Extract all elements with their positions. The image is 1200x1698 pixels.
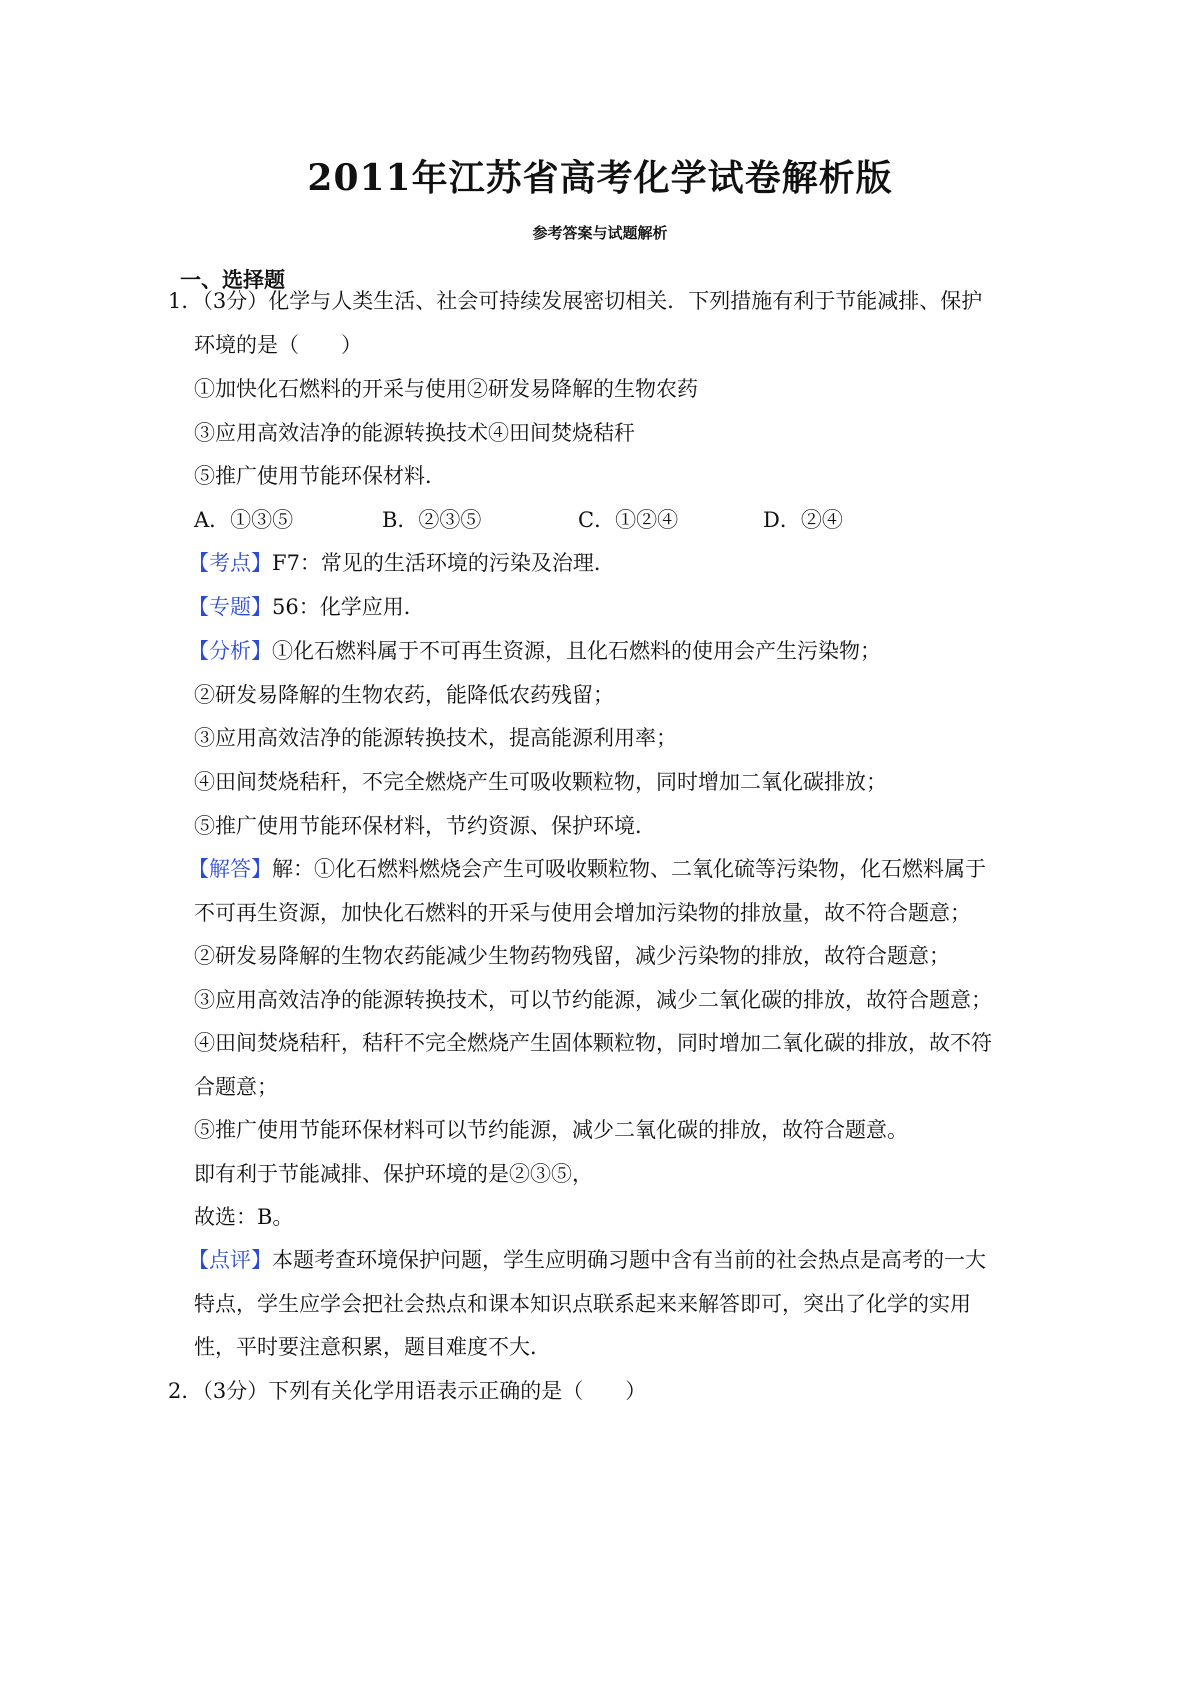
- section-heading: 一、选择题: [180, 268, 285, 292]
- jieda-line: 不可再生资源，加快化石燃料的开采与使用会增加污染物的排放量，故不符合题意；: [194, 901, 971, 925]
- dianping-tag: 【点评】: [188, 1248, 272, 1272]
- q1-kaodian: [188, 548, 615, 578]
- fenxi-line: ④田间焚烧秸秆，不完全燃烧产生可吸收颗粒物，同时增加二氧化碳排放；: [194, 770, 887, 794]
- q2-stem-line1: 2．（3分）下列有关化学用语表示正确的是（ ）: [168, 1379, 647, 1403]
- q1-option-c: C．①②④: [578, 508, 679, 532]
- q1-dianping: [188, 1245, 986, 1275]
- dianping-line: 本题考查环境保护问题，学生应明确习题中含有当前的社会热点是高考的一大: [272, 1248, 986, 1272]
- jieda-line: 即有利于节能减排、保护环境的是②③⑤，: [194, 1162, 593, 1186]
- q1-option-b: B．②③⑤: [382, 508, 482, 532]
- jieda-line: 解：①化石燃料燃烧会产生可吸收颗粒物、二氧化硫等污染物，化石燃料属于: [272, 857, 986, 881]
- q1-jieda: [188, 854, 986, 884]
- jieda-line: 合题意；: [194, 1075, 278, 1099]
- fenxi-line: ②研发易降解的生物农药，能降低农药残留；: [194, 683, 614, 707]
- q1-stem-line1: 1．（3分）化学与人类生活、社会可持续发展密切相关．下列措施有利于节能减排、保护: [168, 289, 983, 313]
- zhuanti-text: 56：化学应用．: [272, 595, 425, 619]
- jieda-line: ③应用高效洁净的能源转换技术，可以节约能源，减少二氧化碳的排放，故符合题意；: [194, 988, 992, 1012]
- kaodian-tag: 【考点】: [188, 551, 272, 575]
- page-title: 2011年江苏省高考化学试卷解析版: [307, 157, 893, 199]
- jieda-tag: 【解答】: [188, 857, 272, 881]
- jieda-line: ②研发易降解的生物农药能减少生物药物残留，减少污染物的排放，故符合题意；: [194, 944, 950, 968]
- jieda-line: 故选：B。: [194, 1205, 294, 1229]
- q1-fenxi: [188, 636, 881, 666]
- kaodian-text: F7：常见的生活环境的污染及治理．: [272, 551, 615, 575]
- jieda-line: ⑤推广使用节能环保材料可以节约能源，减少二氧化碳的排放，故符合题意。: [194, 1118, 908, 1142]
- q1-item-line3: ⑤推广使用节能环保材料．: [194, 464, 446, 488]
- dianping-line: 性，平时要注意积累，题目难度不大．: [194, 1335, 551, 1359]
- fenxi-line: ⑤推广使用节能环保材料，节约资源、保护环境．: [194, 814, 656, 838]
- fenxi-line: ①化石燃料属于不可再生资源，且化石燃料的使用会产生污染物；: [272, 639, 881, 663]
- zhuanti-tag: 【专题】: [188, 595, 272, 619]
- q1-option-a: A．①③⑤: [194, 508, 294, 532]
- q1-option-d: D．②④: [763, 508, 843, 532]
- jieda-line: ④田间焚烧秸秆，秸秆不完全燃烧产生固体颗粒物，同时增加二氧化碳的排放，故不符: [194, 1031, 992, 1055]
- dianping-line: 特点，学生应学会把社会热点和课本知识点联系起来来解答即可，突出了化学的实用: [194, 1292, 971, 1316]
- q1-item-line2: ③应用高效洁净的能源转换技术④田间焚烧秸秆: [194, 421, 635, 445]
- q1-zhuanti: [188, 592, 425, 622]
- fenxi-line: ③应用高效洁净的能源转换技术，提高能源利用率；: [194, 726, 677, 750]
- page-subtitle: 参考答案与试题解析: [532, 224, 668, 242]
- q1-item-line1: ①加快化石燃料的开采与使用②研发易降解的生物农药: [194, 377, 698, 401]
- fenxi-tag: 【分析】: [188, 639, 272, 663]
- q1-stem-line2: 环境的是（ ）: [194, 333, 362, 357]
